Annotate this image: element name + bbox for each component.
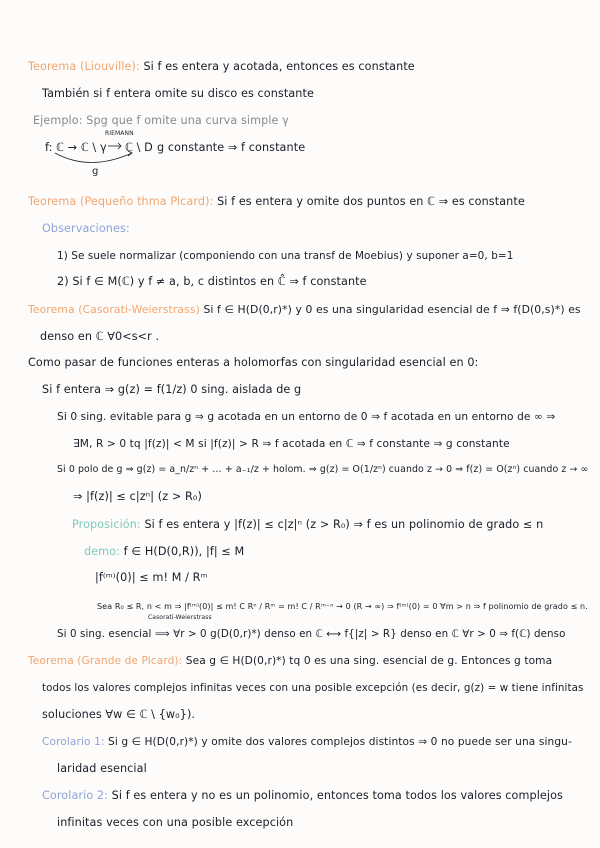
theorem-label: Teorema (Grande de Picard): (28, 655, 183, 667)
picard-small-theorem (28, 195, 525, 209)
cauchy-estimate: |f⁽ᵐ⁾(0)| ≤ m! M / Rᵐ (95, 571, 208, 584)
picard-big-cont-1: todos los valores complejos infinitas veces con una posible excepción (es decir, g(z) = w tiene infinitas (42, 682, 584, 694)
proposition-text: Si f es entera y |f(z)| ≤ c|z|ⁿ (z > R₀) ⇒ f es un polinomio de grado ≤ n (144, 518, 544, 531)
g-label: g (92, 166, 99, 177)
observation-1: 1) Se suele normalizar (componiendo con una transf de Moebius) y suponer a=0, b=1 (57, 250, 514, 262)
corollary-1 (42, 735, 572, 749)
liouville-corollary: También si f entera omite su disco es constante (42, 87, 314, 100)
casorati-theorem (28, 303, 581, 317)
corollary-text: Si f es entera y no es un polinomio, entonces toma todos los valores complejos (111, 789, 563, 802)
corollary-1-cont: laridad esencial (57, 762, 147, 775)
riemann-label: RIEMANN (105, 130, 134, 137)
corollary-label: Corolario 1: (42, 736, 105, 748)
map-left: f: ℂ → ℂ \ γ (45, 141, 107, 154)
theorem-text: Sea g ∈ H(D(0,r)*) tq 0 es una sing. esencial de g. Entonces g toma (185, 655, 553, 667)
proposition (72, 518, 543, 532)
pole-case-cont: ⇒ |f(z)| ≤ c|zⁿ| (z > R₀) (73, 490, 202, 503)
theorem-text: Si f es entera y acotada, entonces es constante (143, 60, 415, 73)
observations-heading: Observaciones: (42, 222, 130, 235)
demo-line (84, 545, 244, 559)
entire-line-1: Si f entera ⇒ g(z) = f(1/z) 0 sing. aislada de g (42, 383, 302, 396)
picard-big-theorem (28, 654, 552, 668)
map-right: ℂ \ D (125, 141, 153, 154)
map-conclusion: g constante ⇒ f constante (157, 141, 306, 154)
example-text: Spg que f omite una curva simple γ (86, 114, 289, 127)
theorem-text: Si f ∈ H(D(0,r)*) y 0 es una singularidad esencial de f ⇒ f(D(0,s)*) es (203, 303, 581, 316)
demo-label: demo: (84, 545, 120, 558)
casorati-note: Casorati-Weierstrass (148, 614, 212, 621)
essential-case: Si 0 sing. esencial ⟹ ∀r > 0 g(D(0,r)*) denso en ℂ ⟷ f{|z| > R} denso en ℂ ∀r > 0 ⇒ f(ℂ) denso (57, 628, 566, 640)
observation-2: 2) Si f ∈ M(ℂ) y f ≠ a, b, c distintos en ℂ̂ ⇒ f constante (57, 275, 367, 288)
example-label: Ejemplo: (33, 114, 83, 127)
theorem-label: Teorema (Pequeño thma Picard): (28, 195, 214, 208)
degree-argument: Sea R₀ ≤ R, n < m ⇒ |f⁽ᵐ⁾(0)| ≤ m! C Rⁿ / Rᵐ = m! C / Rᵐ⁻ⁿ → 0 (R → ∞) ⇒ f⁽ᵐ⁾(0) = 0 ∀m > n ⇒ f polinomio de grado ≤ n. (97, 602, 588, 611)
removable-case: Si 0 sing. evitable para g ⇒ g acotada en un entorno de 0 ⇒ f acotada en un entorno de ∞ ⇒ (57, 411, 556, 423)
theorem-label: Teorema (Liouville): (28, 60, 140, 73)
casorati-continuation: denso en ℂ ∀0<s<r . (40, 330, 160, 343)
corollary-label: Corolario 2: (42, 789, 109, 802)
corollary-2-cont: infinitas veces con una posible excepción (57, 816, 294, 829)
removable-case-cont: ∃M, R > 0 tq |f(z)| < M si |f(z)| > R ⇒ f acotada en ℂ ⇒ f constante ⇒ g constante (73, 438, 510, 450)
section-heading: Como pasar de funciones enteras a holomorfas con singularidad esencial en 0: (28, 356, 479, 369)
picard-big-cont-2: soluciones ∀w ∈ ℂ \ {w₀}). (42, 708, 196, 721)
theorem-label: Teorema (Casorati-Weierstrass) (28, 303, 200, 316)
theorem-text: Si f es entera y omite dos puntos en ℂ ⇒ es constante (217, 195, 525, 208)
corollary-2 (42, 789, 563, 803)
g-composition-arc (55, 153, 132, 163)
proposition-label: Proposición: (72, 518, 141, 531)
demo-text: f ∈ H(D(0,R)), |f| ≤ M (123, 545, 245, 558)
corollary-text: Si g ∈ H(D(0,r)*) y omite dos valores complejos distintos ⇒ 0 no puede ser una singu- (108, 736, 572, 748)
pole-case: Si 0 polo de g ⇒ g(z) = a_n/zⁿ + … + a₋₁/z + holom. ⇒ g(z) = O(1/zⁿ) cuando z → 0 ⇒ f(z) = O(zⁿ) cuando z → ∞ (57, 464, 589, 475)
